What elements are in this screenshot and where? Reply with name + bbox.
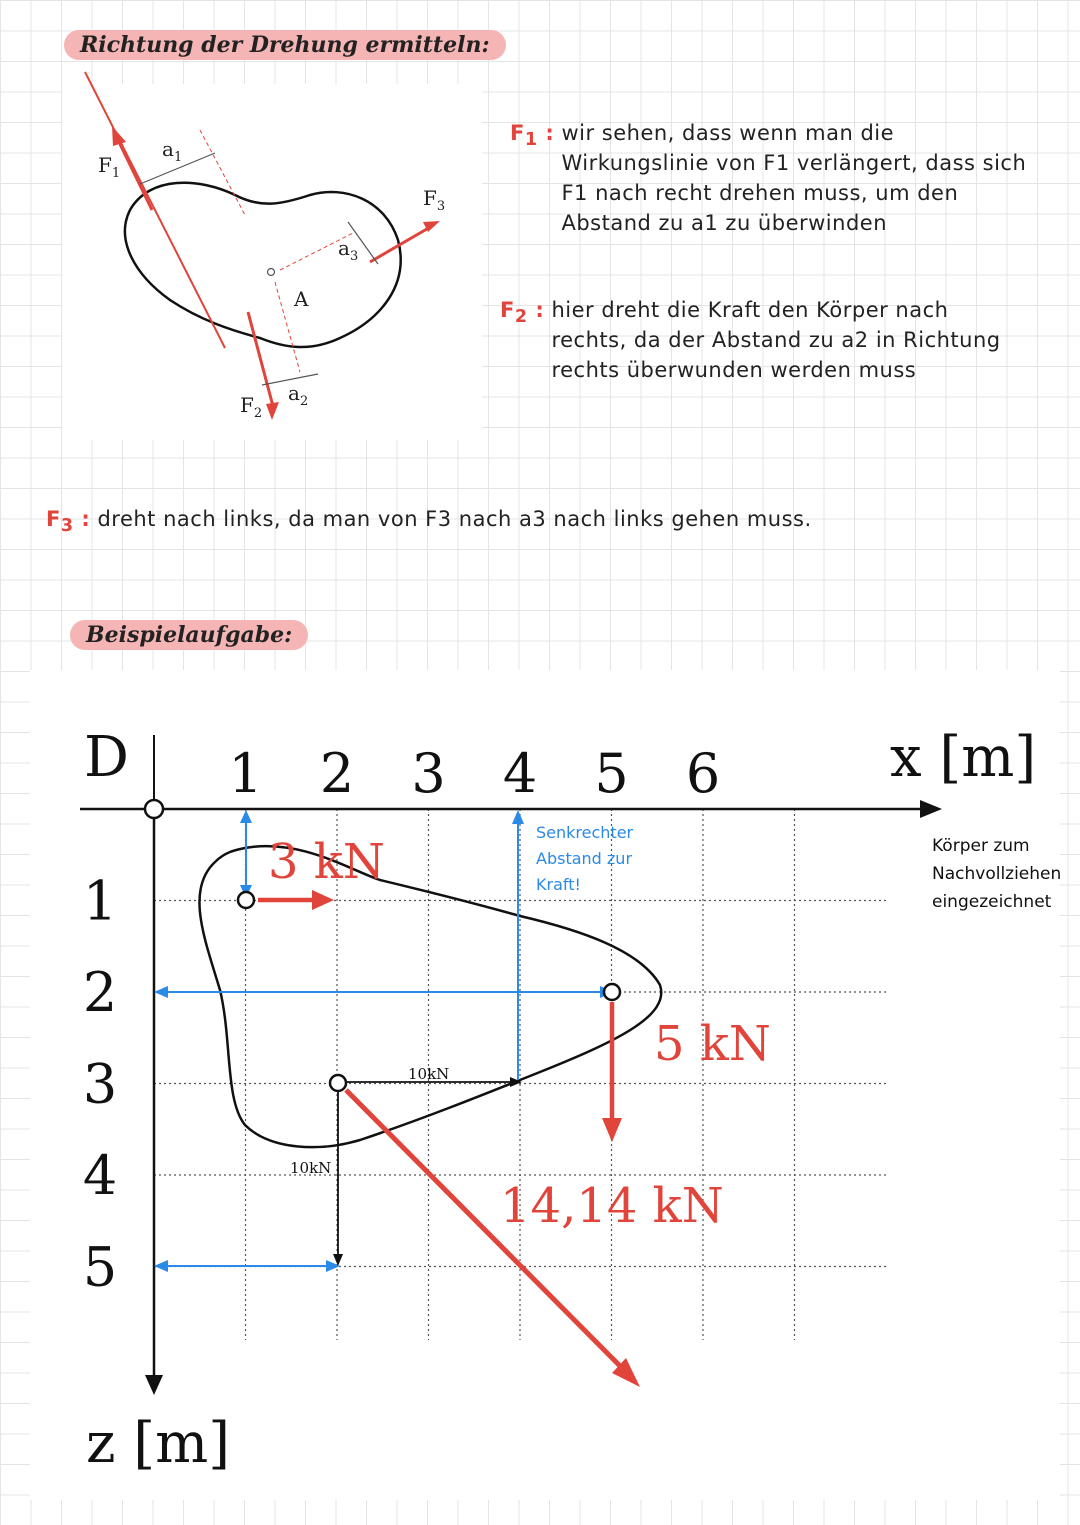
z-axis-label: z [m] bbox=[86, 1411, 231, 1476]
point-5kn bbox=[604, 984, 620, 1000]
x-tick-label: 2 bbox=[319, 742, 355, 805]
svg-text:10kN: 10kN bbox=[408, 1065, 450, 1083]
origin-circle bbox=[145, 800, 163, 818]
z-axis-arrow bbox=[145, 1375, 163, 1395]
z-tick-label: 5 bbox=[82, 1235, 118, 1299]
x-tick-label: 6 bbox=[685, 742, 721, 805]
point-3kn bbox=[238, 892, 254, 908]
force-3kn-label: 3 kN bbox=[268, 834, 385, 890]
blue-annotation: Senkrechter Abstand zur Kraft! bbox=[536, 823, 634, 894]
x-tick-label: 4 bbox=[502, 742, 538, 805]
force-14kn-label: 14,14 kN bbox=[500, 1178, 724, 1234]
note-f2-text: hier dreht die Kraft den Körper nach rechts, da der Abstand zu a2 in Richtung rechts überwunden werden muss bbox=[551, 298, 1001, 382]
note-f1-tag: $F_1$ : bbox=[510, 121, 555, 151]
svg-text:10kN: 10kN bbox=[290, 1159, 332, 1177]
svg-text:a1: $a_1$ bbox=[162, 137, 183, 165]
note-f2-tag: $F_2$ : bbox=[500, 298, 545, 328]
note-f3-tag: $F_3$ : bbox=[46, 507, 91, 537]
x-axis-label: x [m] bbox=[890, 725, 1037, 790]
x-tick-labels bbox=[228, 742, 720, 805]
diagram-grid bbox=[154, 809, 886, 1340]
x-axis-arrow bbox=[920, 800, 942, 818]
z-tick-label: 1 bbox=[82, 869, 118, 933]
side-annotation: Körper zum Nachvollziehen eingezeichnet bbox=[932, 836, 1062, 912]
z-tick-label: 2 bbox=[82, 961, 118, 1024]
z-tick-labels bbox=[83, 870, 117, 1299]
z-tick-label: 3 bbox=[82, 1052, 118, 1116]
x-tick-label: 3 bbox=[411, 742, 446, 805]
point-14kn bbox=[330, 1075, 346, 1091]
origin-label: D bbox=[84, 725, 129, 790]
note-f3-text: dreht nach links, da man von F3 nach a3 nach links gehen muss. bbox=[97, 507, 812, 531]
x-tick-label: 5 bbox=[594, 742, 629, 805]
svg-text:a3: $a_3$ bbox=[338, 236, 359, 264]
svg-text:a2: $a_2$ bbox=[288, 381, 309, 409]
force-3kn-arrow bbox=[312, 890, 334, 910]
section-heading-example: Beispielaufgabe: bbox=[70, 620, 308, 650]
force-5kn-arrow bbox=[602, 1118, 622, 1142]
force-5kn-label: 5 kN bbox=[654, 1016, 771, 1072]
svg-text:A: A bbox=[294, 287, 309, 311]
z-tick-label: 4 bbox=[82, 1144, 118, 1207]
note-f1-text: wir sehen, dass wenn man die Wirkungslinie von F1 verlängert, dass sich F1 nach recht drehen muss, um den Abstand zu a1 zu überwinden bbox=[561, 121, 1027, 235]
x-tick-label: 1 bbox=[228, 742, 263, 805]
svg-text:F3: $F_3$ bbox=[423, 186, 446, 214]
section-heading-rotation: Richtung der Drehung ermitteln: bbox=[64, 30, 506, 60]
svg-text:F1: $F_1$ bbox=[98, 153, 121, 181]
svg-text:F2: $F_2$ bbox=[240, 393, 263, 421]
